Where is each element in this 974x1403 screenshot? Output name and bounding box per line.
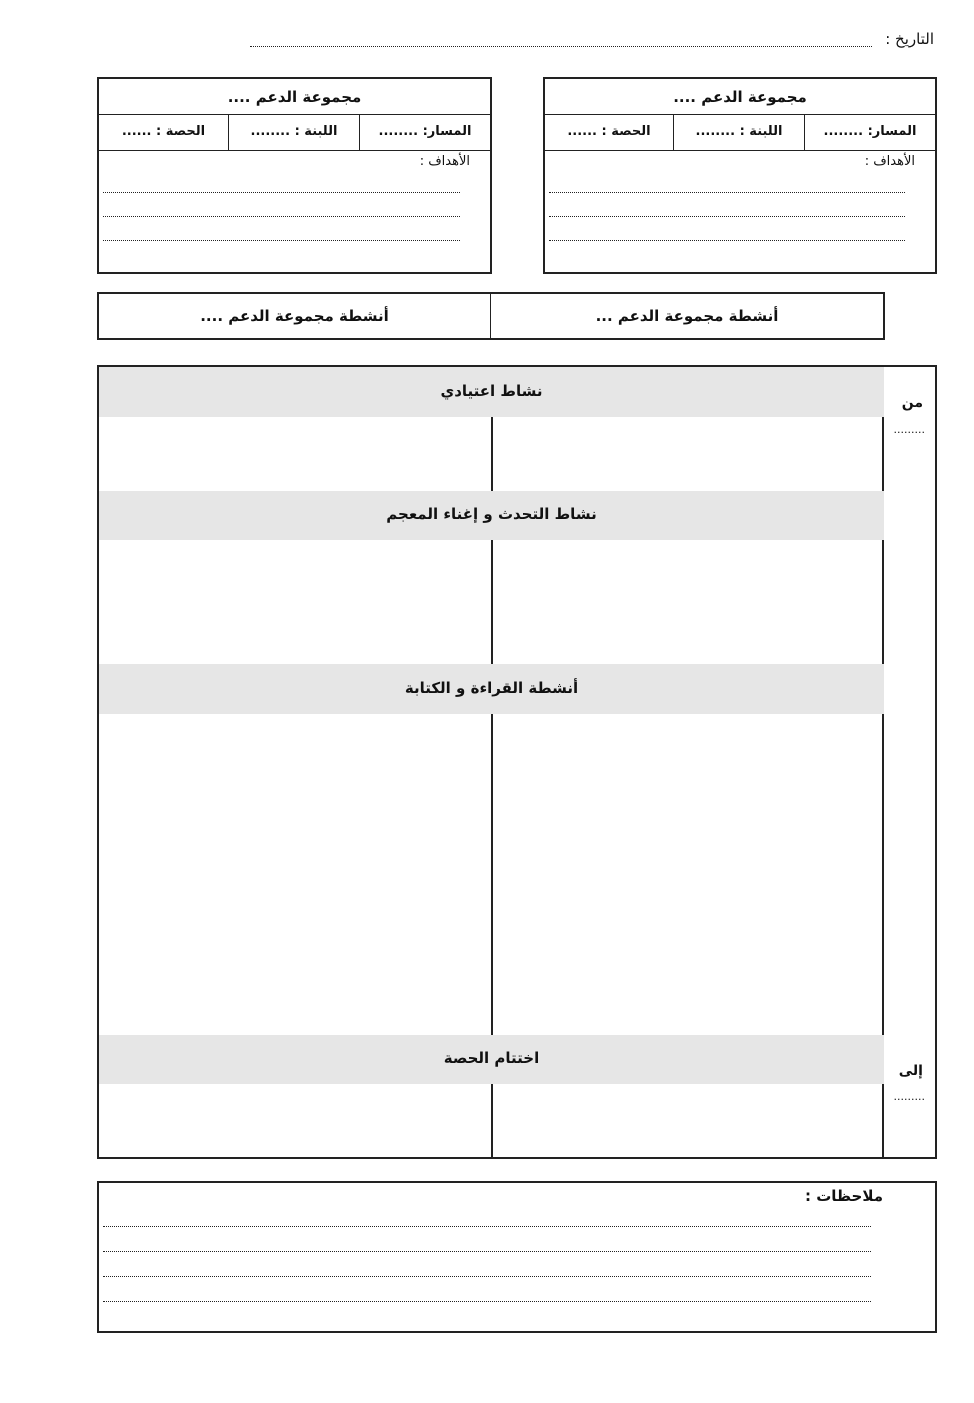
group-info-row	[99, 115, 490, 151]
activities-header-right: أنشطة مجموعة الدعم ...	[595, 307, 779, 325]
goals-line[interactable]	[549, 216, 905, 217]
cell-speaking-right[interactable]	[493, 540, 884, 664]
goals-label: الأهداف :	[864, 154, 915, 169]
section-reading-writing: أنشطة القراءة و الكتابة	[99, 664, 884, 714]
cell-speaking-left[interactable]	[99, 540, 491, 664]
path-field[interactable]: المسار: ........	[823, 124, 917, 139]
notes-line[interactable]	[103, 1251, 871, 1252]
activities-header-row	[97, 292, 885, 340]
brick-field[interactable]: اللبنة : ........	[673, 115, 805, 150]
cell-routine-right[interactable]	[493, 417, 884, 491]
cell-closing-left[interactable]	[99, 1084, 491, 1157]
cell-routine-left[interactable]	[99, 417, 491, 491]
cell-closing-right[interactable]	[493, 1084, 884, 1157]
group-info-row	[545, 115, 935, 151]
cell-reading-right[interactable]	[493, 714, 884, 1035]
notes-label: ملاحظات :	[804, 1187, 883, 1205]
notes-line[interactable]	[103, 1276, 871, 1277]
group-title: مجموعة الدعم ....	[99, 79, 490, 115]
goals-line[interactable]	[549, 240, 905, 241]
brick-field[interactable]: اللبنة : ........	[228, 115, 360, 150]
lesson-table	[97, 365, 937, 1159]
date-label: التاريخ :	[885, 30, 934, 48]
goals-line[interactable]	[103, 216, 460, 217]
session-field[interactable]: الحصة : ......	[121, 124, 206, 139]
notes-line[interactable]	[103, 1226, 871, 1227]
support-group-box-left	[97, 77, 492, 274]
time-column	[882, 367, 935, 1157]
cell-reading-left[interactable]	[99, 714, 491, 1035]
group-title: مجموعة الدعم ....	[545, 79, 935, 115]
to-time-field[interactable]: .........	[893, 1090, 925, 1103]
goals-line[interactable]	[549, 192, 905, 193]
notes-box	[97, 1181, 937, 1333]
from-label: من	[901, 395, 923, 411]
section-speaking-activity: نشاط التحدث و إغناء المعجم	[99, 491, 884, 540]
activities-header-left: أنشطة مجموعة الدعم ....	[99, 294, 491, 338]
section-closing: اختتام الحصة	[99, 1035, 884, 1084]
goals-line[interactable]	[103, 192, 460, 193]
goals-line[interactable]	[103, 240, 460, 241]
support-group-box-right	[543, 77, 937, 274]
goals-label: الأهداف :	[419, 154, 470, 169]
to-label: إلى	[898, 1063, 923, 1079]
notes-line[interactable]	[103, 1301, 871, 1302]
path-field[interactable]: المسار: ........	[378, 124, 472, 139]
date-field[interactable]	[250, 46, 872, 47]
session-field[interactable]: الحصة : ......	[567, 124, 651, 139]
section-routine-activity: نشاط اعتيادي	[99, 367, 884, 417]
from-time-field[interactable]: .........	[893, 423, 925, 436]
